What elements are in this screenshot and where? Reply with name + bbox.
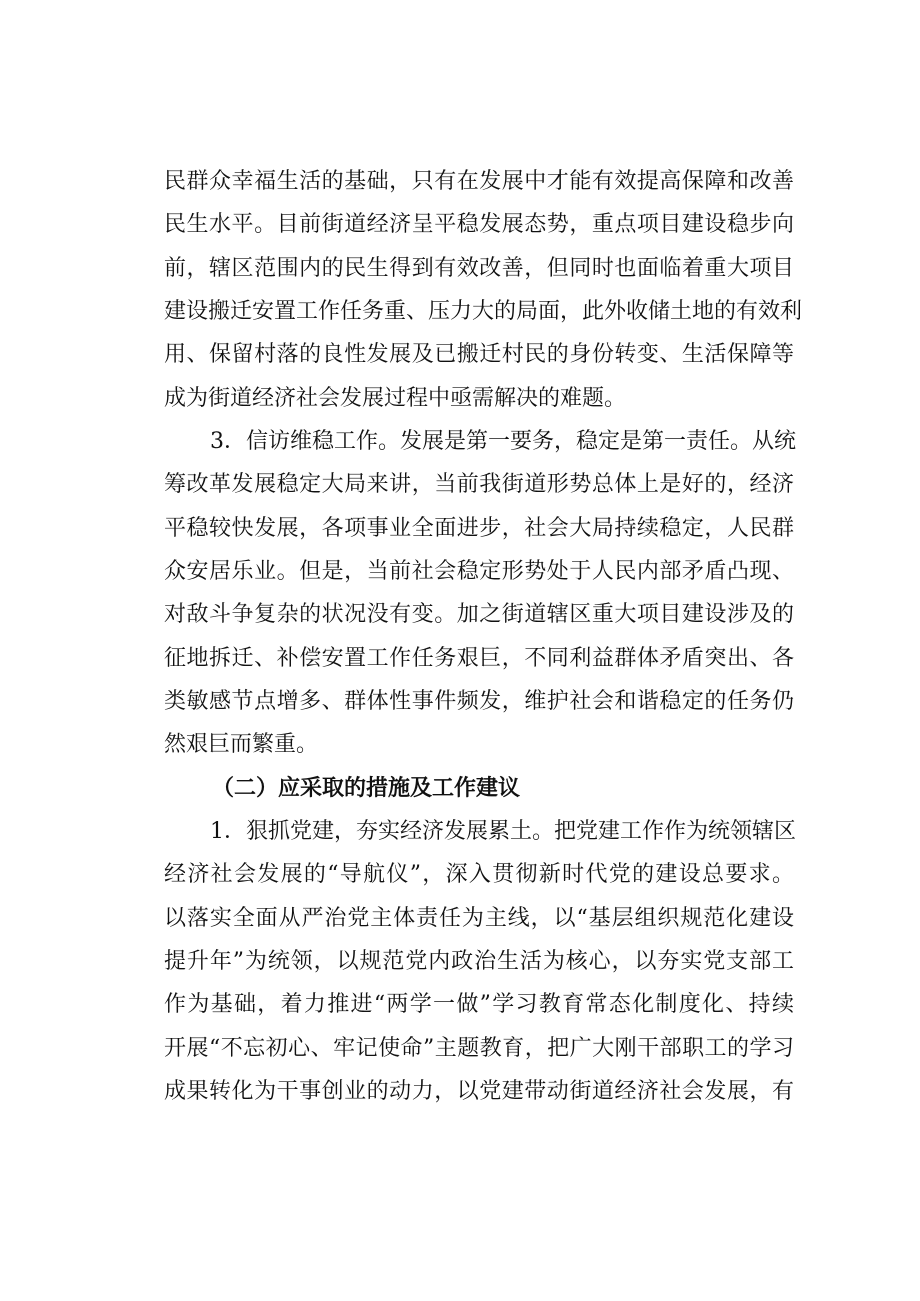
text-line: 前，辖区范围内的民生得到有效改善，但同时也面临着重大项目 xyxy=(164,256,794,281)
text-line: 成果转化为干事创业的动力，以党建带动街道经济社会发展，有 xyxy=(164,1079,794,1104)
text-line: 作为基础，着力推进“两学一做”学习教育常态化制度化、持续 xyxy=(164,992,794,1017)
text-line: 经济社会发展的“导航仪”，深入贯彻新时代党的建设总要求。 xyxy=(164,862,794,887)
text-line: 开展“不忘初心、牢记使命”主题教育，把广大刚干部职工的学习 xyxy=(164,1036,794,1061)
text-line: 平稳较快发展，各项事业全面进步，社会大局持续稳定，人民群 xyxy=(164,516,794,541)
text-line: 筹改革发展稳定大局来讲，当前我街道形势总体上是好的，经济 xyxy=(164,472,794,497)
text-line: 建设搬迁安置工作任务重、压力大的局面，此外收储土地的有效利 xyxy=(164,299,803,324)
text-line: 然艰巨而繁重。 xyxy=(164,732,319,757)
text-line: 众安居乐业。但是，当前社会稳定形势处于人民内部矛盾凸现、 xyxy=(164,559,794,584)
text-line: 类敏感节点增多、群体性事件频发，维护社会和谐稳定的任务仍 xyxy=(164,689,794,714)
text-line: 对敌斗争复杂的状况没有变。加之街道辖区重大项目建设涉及的 xyxy=(164,602,794,627)
text-line: 提升年”为统领，以规范党内政治生活为核心，以夯实党支部工 xyxy=(164,949,794,974)
text-line: 以落实全面从严治党主体责任为主线，以“基层组织规范化建设 xyxy=(164,906,794,931)
text-line: 用、保留村落的良性发展及已搬迁村民的身份转变、生活保障等 xyxy=(164,342,794,367)
text-line: 民群众幸福生活的基础，只有在发展中才能有效提高保障和改善 xyxy=(164,169,794,194)
section-heading: （二）应采取的措施及工作建议 xyxy=(212,775,521,801)
text-line: 征地拆迁、补偿安置工作任务艰巨，不同利益群体矛盾突出、各 xyxy=(164,646,794,671)
text-line: 1．狠抓党建，夯实经济发展累土。把党建工作作为统领辖区 xyxy=(210,819,796,844)
text-line: 民生水平。目前街道经济呈平稳发展态势，重点项目建设稳步向 xyxy=(164,212,794,237)
text-line: 3．信访维稳工作。发展是第一要务，稳定是第一责任。从统 xyxy=(210,429,796,454)
text-line: 成为街道经济社会发展过程中亟需解决的难题。 xyxy=(164,386,627,411)
